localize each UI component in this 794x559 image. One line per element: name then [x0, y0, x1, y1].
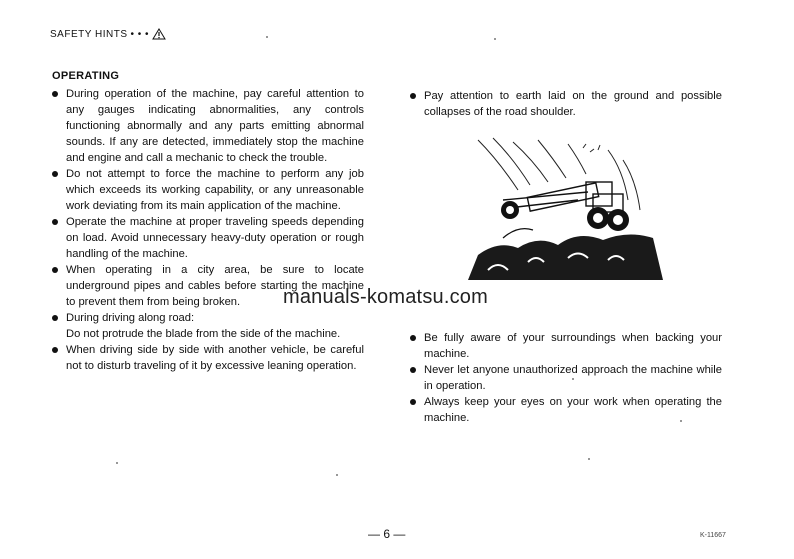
bullet-icon [410, 93, 416, 99]
item-text: Be fully aware of your surroundings when backing your machine. [424, 332, 722, 360]
watermark: manuals-komatsu.com [283, 286, 488, 308]
list-item [52, 310, 364, 342]
scan-speck [116, 462, 118, 464]
bullet-icon [52, 91, 58, 97]
item-text: During driving along road: [66, 312, 195, 324]
bullet-icon [410, 399, 416, 405]
warning-triangle-icon [152, 28, 166, 40]
list-item [410, 88, 722, 120]
right-column-bottom [410, 330, 722, 426]
scan-speck [680, 420, 682, 422]
item-text: Pay attention to earth laid on the ground and possible collapses of the road shoulder. [424, 90, 722, 118]
list-item [52, 166, 364, 214]
item-text: When operating in a city area, be sure to locate underground pipes and cables before starting the machine to prevent them from being broken. [66, 264, 364, 308]
item-text: Always keep your eyes on your work when operating the machine. [424, 396, 722, 424]
bullet-icon [52, 171, 58, 177]
left-column [52, 86, 364, 374]
bullet-icon [410, 367, 416, 373]
header-title: SAFETY HINTS [50, 28, 128, 40]
scan-speck [266, 36, 268, 38]
list-item [52, 214, 364, 262]
item-text: Never let anyone unauthorized approach the machine while in operation. [424, 364, 722, 392]
bullet-icon [52, 219, 58, 225]
item-text: When driving side by side with another vehicle, be careful not to disturb traveling of it by excessive leaning operation. [66, 344, 364, 372]
list-item [52, 342, 364, 374]
list-item [410, 362, 722, 394]
scan-speck [494, 38, 496, 40]
scan-speck [336, 474, 338, 476]
list-item [52, 86, 364, 166]
header-dots: • • • [130, 28, 150, 40]
reference-code: K-11667 [700, 532, 726, 539]
page-number: — 6 — [368, 527, 406, 541]
right-column-top [410, 88, 722, 120]
scan-speck [572, 378, 574, 380]
section-title: OPERATING [52, 70, 120, 82]
item-subtext: Do not protrude the blade from the side of the machine. [66, 328, 341, 340]
item-text: During operation of the machine, pay careful attention to any gauges indicating abnormalities, any controls functioning abnormally and any parts emitting abnormal sounds. If any are detected, immediately stop the machine and engine and call a mechanic to check the trouble. [66, 88, 364, 164]
list-item [410, 394, 722, 426]
bullet-icon [52, 347, 58, 353]
item-text: Operate the machine at proper traveling speeds depending on load. Avoid unnecessary heavy-duty operation or rough handling of the machine. [66, 216, 364, 260]
bullet-icon [410, 335, 416, 341]
motor-grader-illustration [458, 130, 674, 290]
item-text: Do not attempt to force the machine to perform any job which exceeds its working capability, or any unreasonable work deviating from its main application of the machine. [66, 168, 364, 212]
bullet-icon [52, 267, 58, 273]
scan-speck [588, 458, 590, 460]
list-item [410, 330, 722, 362]
bullet-icon [52, 315, 58, 321]
page-header [50, 28, 166, 40]
